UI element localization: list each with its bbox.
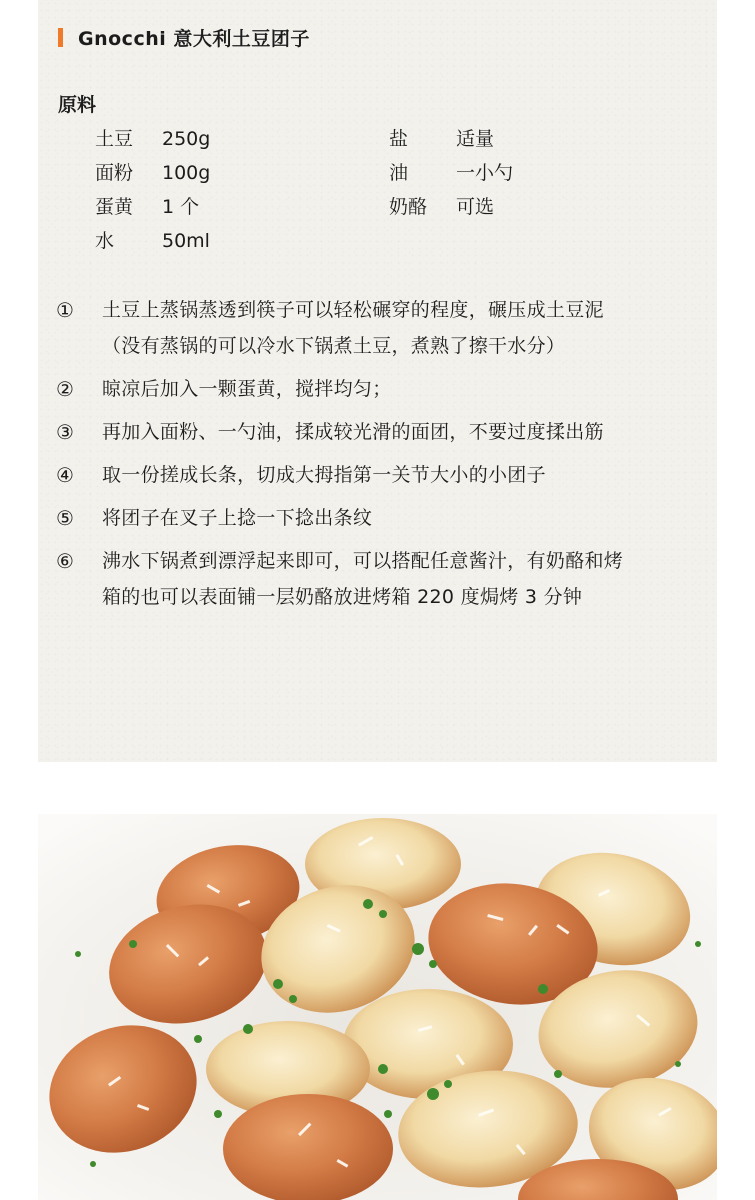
ingredient-name: 油 <box>389 162 409 184</box>
gnocchi-illustration <box>38 814 717 1200</box>
step-text: 将团子在叉子上捻一下捻出条纹 <box>102 507 373 529</box>
ingredient-item <box>95 127 210 151</box>
step-text: 取一份搓成长条，切成大拇指第一关节大小的小团子 <box>102 464 546 486</box>
ingredient-amount: 1 个 <box>162 196 200 218</box>
steps-list <box>56 292 636 622</box>
gnocchi-dish-photo <box>38 814 717 1200</box>
ingredient-item <box>389 127 494 151</box>
ingredient-item <box>95 229 210 253</box>
recipe-title: Gnocchi 意大利土豆团子 <box>78 27 310 50</box>
ingredient-amount: 250g <box>162 128 211 150</box>
ingredient-name: 水 <box>95 230 115 252</box>
title-accent-bar <box>58 28 63 47</box>
ingredient-name: 土豆 <box>95 128 134 150</box>
ingredient-item <box>95 195 199 219</box>
ingredient-item <box>95 161 210 185</box>
step-item <box>56 414 636 450</box>
ingredient-name: 奶酪 <box>389 196 428 218</box>
step-number: ④ <box>56 463 74 487</box>
step-text: 土豆上蒸锅蒸透到筷子可以轻松碾穿的程度，碾压成土豆泥（没有蒸锅的可以冷水下锅煮土豆，煮熟了擦干水分） <box>102 299 604 357</box>
ingredient-amount: 100g <box>162 162 211 184</box>
ingredient-name: 盐 <box>389 128 409 150</box>
step-number: ② <box>56 377 74 401</box>
ingredient-item <box>389 161 513 185</box>
step-text: 晾凉后加入一颗蛋黄，搅拌均匀； <box>102 378 392 400</box>
ingredient-name: 蛋黄 <box>95 196 134 218</box>
step-item <box>56 292 636 364</box>
step-item <box>56 457 636 493</box>
step-number: ① <box>56 298 74 322</box>
step-text: 再加入面粉、一勺油，揉成较光滑的面团，不要过度揉出筋 <box>102 421 604 443</box>
ingredient-amount: 一小勺 <box>456 162 514 184</box>
ingredients-heading: 原料 <box>58 94 97 116</box>
ingredient-amount: 适量 <box>456 128 495 150</box>
step-item <box>56 500 636 536</box>
ingredient-amount: 可选 <box>456 196 495 218</box>
step-number: ③ <box>56 420 74 444</box>
step-item <box>56 543 636 615</box>
step-text: 沸水下锅煮到漂浮起来即可，可以搭配任意酱汁，有奶酪和烤箱的也可以表面铺一层奶酪放进烤箱 220 度焗烤 3 分钟 <box>102 550 624 608</box>
ingredient-amount: 50ml <box>162 230 210 252</box>
ingredient-name: 面粉 <box>95 162 134 184</box>
step-number: ⑤ <box>56 506 74 530</box>
ingredient-item <box>389 195 494 219</box>
step-number: ⑥ <box>56 549 74 573</box>
step-item <box>56 371 636 407</box>
recipe-title-row <box>58 22 310 52</box>
